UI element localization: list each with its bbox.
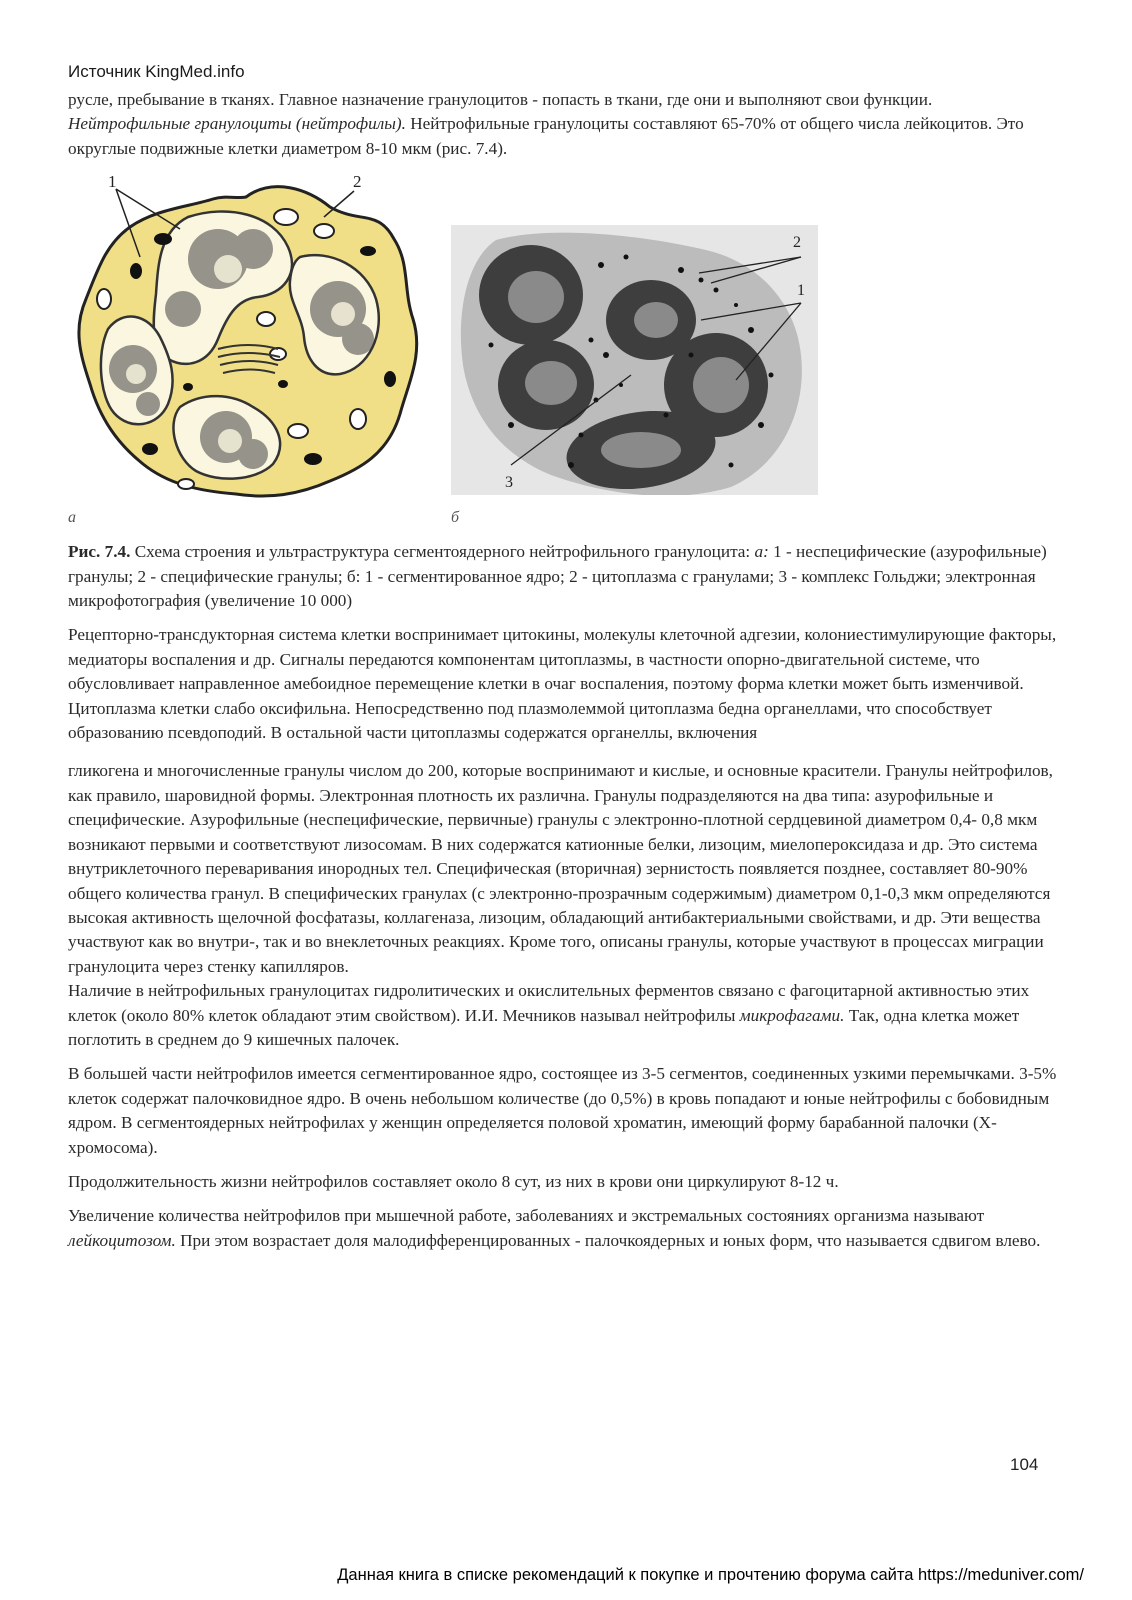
footer-note: Данная книга в списке рекомендаций к покупке и прочтению форума сайта https://meduniver.com/ [337,1566,1084,1584]
label-a-1: 1 [108,172,117,192]
leukocytosis-text-1: Увеличение количества нейтрофилов при мышечной работе, заболеваниях и экстремальных состояниях организма называют [68,1206,985,1226]
label-a-2: 2 [353,172,362,192]
receptor-paragraph: Рецепторно-трансдукторная система клетки воспринимает цитокины, молекулы клеточной адгезии, колониестимулирующие факторы, медиаторы воспаления и др. Сигналы передаются компонентам цитоплазмы, в частности опорно-двигательной системе, что обусловливает направленное амебоидное перемещение клетки в очаг воспаления, поэтому форма клетки может быть изменчивой. Цитоплазма клетки слабо оксифильна. Непосредственно под плазмолеммой цитоплазма бедна органеллами, что способствует образованию псевдоподий. В остальной части цитоплазмы содержатся органеллы, включения [68,625,1057,743]
enzymes-text-2: Так, одна клетка может поглотить в среднем до 9 кишечных палочек. [68,1005,1020,1049]
source-header: Источник KingMed.info [68,62,245,81]
figure-caption [68,540,1058,613]
figure-letter-a: а [68,509,76,527]
page-content [68,62,1058,1253]
caption-text-1: Схема строения и ультраструктура сегментоядерного нейтрофильного гранулоцита: [130,542,755,562]
microphages-term: микрофагами. [739,1005,845,1025]
enzymes-paragraph [68,979,1058,1052]
leukocytosis-term: лейкоцитозом. [68,1230,176,1250]
leukocytosis-text-2: При этом возрастает доля малодифференцированных - палочкоядерных и юных форм, что называется сдвигом влево. [175,1230,1041,1250]
page-number: 104 [1010,1455,1039,1474]
granules-paragraph: гликогена и многочисленные гранулы числом до 200, которые воспринимают и кислые, и основные красители. Гранулы нейтрофилов, как правило, шаровидной формы. Электронная плотность их различна. Гранулы подразделяются на два типа: азурофильные и специфические. Азурофильные (неспецифические, первичные) гранулы с электронно-плотной сердцевиной диаметром 0,4- 0,8 мкм возникают первыми и соответствуют лизосомам. В них содержатся катионные белки, лизоцим, миелопероксидаза и др. Это система внутриклеточного переваривания инородных тел. Специфическая (вторичная) зернистость появляется позднее, составляет 80-90% общего количества гранул. В специфических гранулах (с электронно-прозрачным содержимым) диаметром 0,1-0,3 мкм определяются высокая активность щелочной фосфатазы, коллагеназа, лизоцим, обладающий антибактериальными свойствами, и др. Эти вещества участвуют как во внутри-, так и во внеклеточных реакциях. Кроме того, описаны гранулы, которые участвуют в процессах миграции гранулоцита через стенку капилляров. [68,761,1053,976]
caption-text-3: 1 - неспецифические (азурофильные) гранулы; 2 - специфические гранулы; б: 1 - сегментированное ядро; 2 - цитоплазма с гранулами; 3 - комплекс Гольджи; электронная микрофотография (увеличение 10 000) [68,542,1047,611]
electron-micrograph [451,225,818,495]
neutrophil-schematic [68,169,428,504]
caption-label: Рис. 7.4. [68,542,131,562]
intro-paragraph: русле, пребывание в тканях. Главное назначение гранулоцитов - попасть в ткани, где они и выполняют свои функции. [68,90,933,109]
label-b-2: 2 [793,234,801,252]
label-b-3: 3 [505,474,513,492]
leukocytosis-paragraph [68,1204,1058,1253]
caption-text-2: а: [754,542,769,562]
figure-7-4 [68,169,1058,534]
enzymes-text-1: Наличие в нейтрофильных гранулоцитах гидролитических и окислительных ферментов связано с фагоцитарной активностью этих клеток (около 80% клеток обладают этим свойством). И.И. Мечников называл нейтрофилы [68,981,1030,1025]
nucleus-paragraph: В большей части нейтрофилов имеется сегментированное ядро, состоящее из 3-5 сегментов, соединенных узкими перемычками. 3-5% клеток содержат палочковидное ядро. В очень небольшом количестве (до 0,5%) в кровь попадают и юные нейтрофилы с бобовидным ядром. В сегментоядерных нейтрофилах у женщин определяется половой хроматин, имеющий форму барабанной палочки (Х-хромосома). [68,1064,1057,1157]
figure-letter-b: б [451,509,460,527]
neutrophil-intro-text: Нейтрофильные гранулоциты составляют 65-70% от общего числа лейкоцитов. Это округлые подвижные клетки диаметром 8-10 мкм (рис. 7.4). [68,114,1024,158]
neutrophil-term: Нейтрофильные гранулоциты (нейтрофилы). [68,114,406,134]
neutrophil-intro-paragraph [68,112,1058,161]
label-b-1: 1 [797,282,805,300]
lifespan-paragraph: Продолжительность жизни нейтрофилов составляет около 8 сут, из них в крови они циркулируют 8-12 ч. [68,1171,839,1191]
